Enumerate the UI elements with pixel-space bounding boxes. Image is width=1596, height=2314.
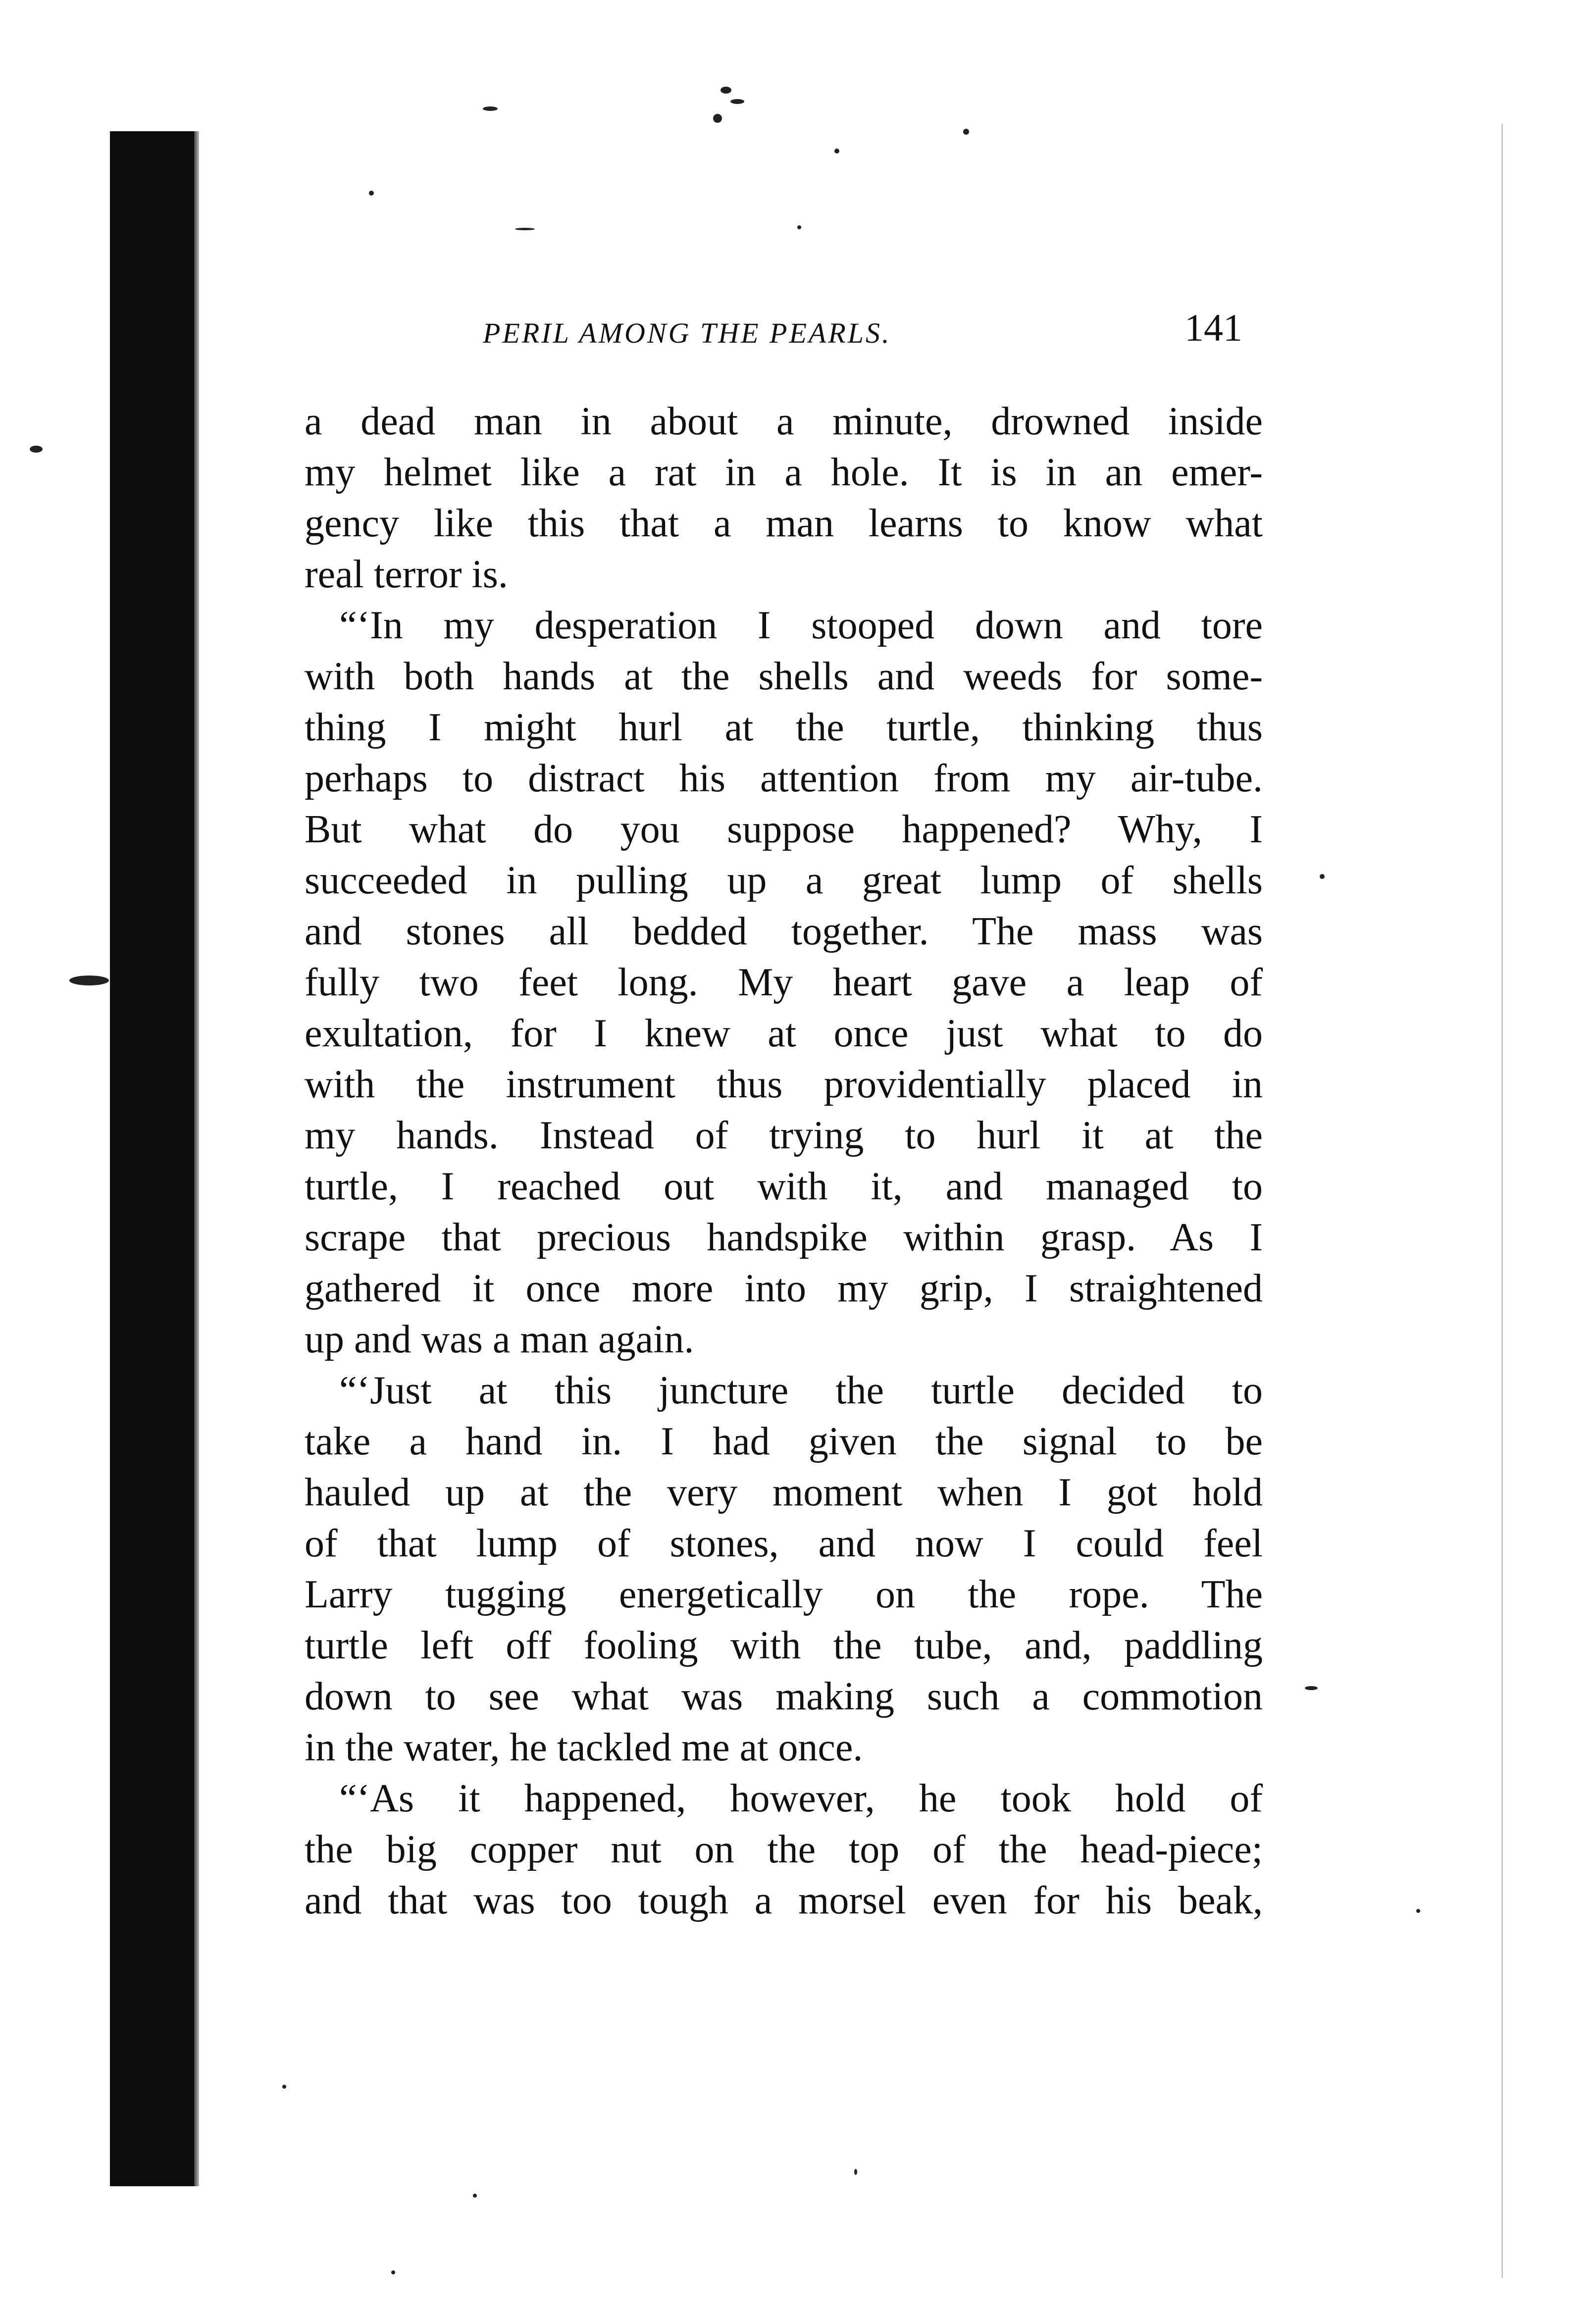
page-number: 141 [1184,306,1242,349]
text-line: thing I might hurl at the turtle, thinking thus [305,706,1263,749]
text-line: down to see what was making such a commotion [305,1675,1263,1718]
text-line: with both hands at the shells and weeds for some- [305,655,1263,698]
text-line: up and was a man again. [305,1318,694,1361]
text-line: of that lump of stones, and now I could feel [305,1522,1263,1565]
text-line: my hands. Instead of trying to hurl it at the [305,1114,1263,1157]
text-line: perhaps to distract his attention from my air-tube. [305,757,1263,800]
text-line: “‘In my desperation I stooped down and tore [339,604,1263,647]
text-line: in the water, he tackled me at once. [305,1726,863,1769]
text-line: Larry tugging energetically on the rope. The [305,1573,1263,1616]
text-line: scrape that precious handspike within grasp. As I [305,1216,1263,1259]
text-line: “‘As it happened, however, he took hold of [339,1777,1263,1820]
binding-shadow [110,131,194,2186]
text-line: and that was too tough a morsel even for his beak, [305,1879,1263,1922]
text-line: fully two feet long. My heart gave a leap of [305,961,1263,1004]
text-line: “‘Just at this juncture the turtle decided to [339,1369,1263,1412]
body-text [305,396,1263,1926]
text-line: exultation, for I knew at once just what to do [305,1012,1263,1055]
text-line: and stones all bedded together. The mass was [305,910,1263,953]
text-line: the big copper nut on the top of the head-piece; [305,1828,1263,1871]
text-line: gency like this that a man learns to know what [305,502,1263,545]
text-line: hauled up at the very moment when I got hold [305,1471,1263,1514]
text-line: turtle, I reached out with it, and managed to [305,1165,1263,1208]
text-line: turtle left off fooling with the tube, and, paddling [305,1624,1263,1667]
text-line: real terror is. [305,553,508,596]
text-line: But what do you suppose happened? Why, I [305,808,1263,851]
text-line: with the instrument thus providentially placed in [305,1063,1263,1106]
text-line: take a hand in. I had given the signal to be [305,1420,1263,1463]
binding-edge [194,131,199,2186]
page-edge-rule [1501,124,1503,2278]
text-line: succeeded in pulling up a great lump of shells [305,859,1263,902]
text-line: gathered it once more into my grip, I straightened [305,1267,1263,1310]
text-line: a dead man in about a minute, drowned inside [305,400,1263,443]
running-header: PERIL AMONG THE PEARLS. [483,317,891,349]
text-line: my helmet like a rat in a hole. It is in an emer- [305,451,1263,494]
